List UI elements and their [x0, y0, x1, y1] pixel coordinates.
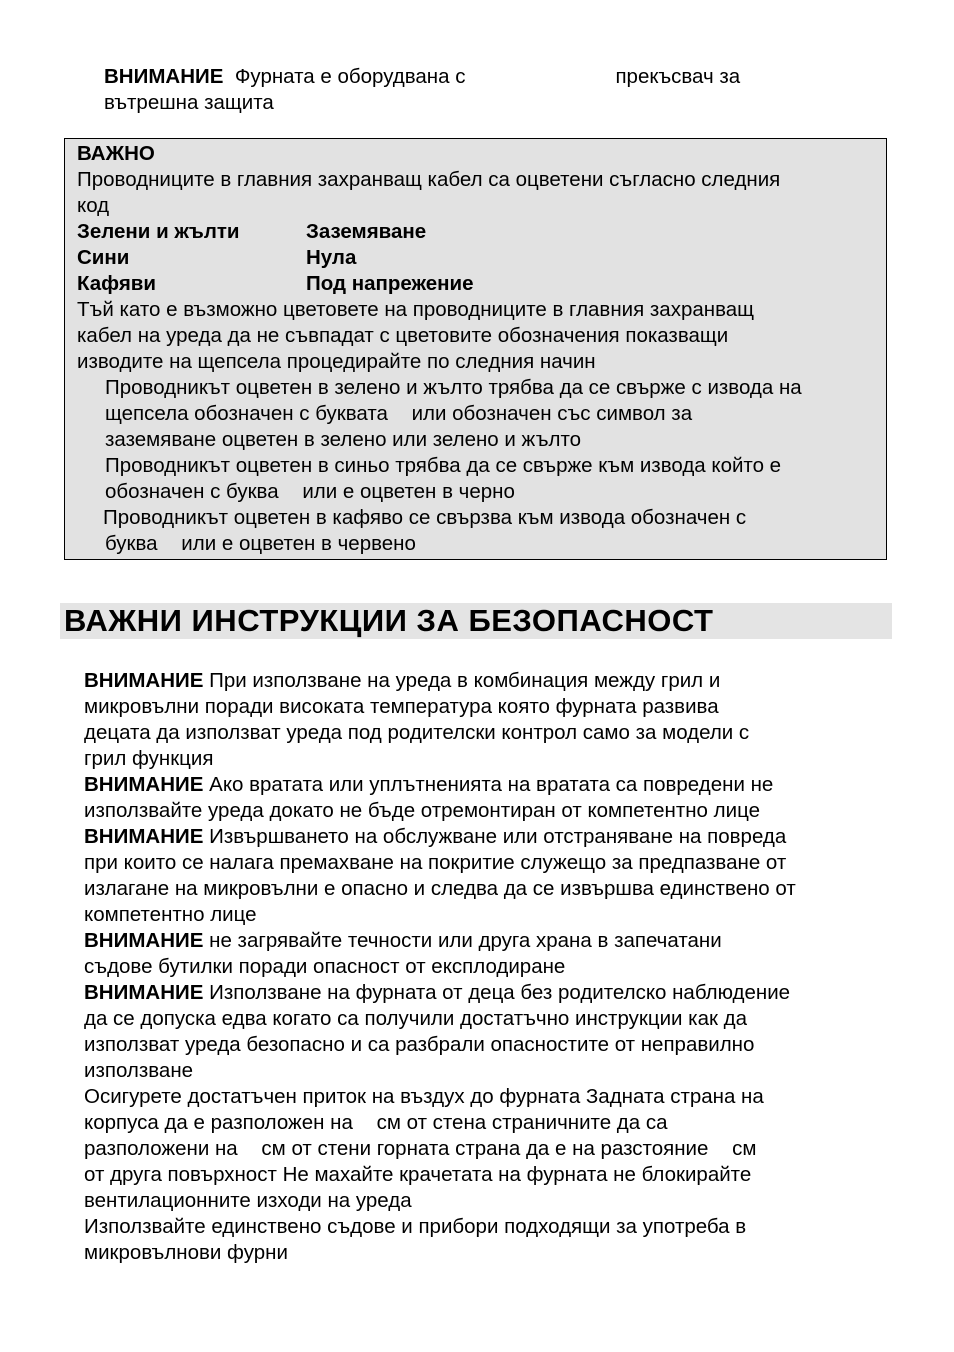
warning-label: ВНИМАНИЕ	[84, 825, 204, 848]
cookware-paragraph: Използвайте единствено съдове и прибори подходящи за употреба в микровълнови фурни	[84, 1215, 747, 1264]
important-para-line: Тъй като е възможно цветовете на проводниците в главния захранващ	[77, 298, 754, 321]
safety-warning-3: ВНИМАНИЕ Извършването на обслужване или отстраняване на повреда при които се налага премахване на покритие служещо за предпазване от излагане на микровълни е опасно и следва да се извършва единствено от компетентно лице	[84, 825, 796, 926]
wire-row-brown	[77, 271, 874, 297]
instruction-brown-line-2: буква или е оцветен в червено	[105, 532, 416, 555]
wire-row-green-yellow	[77, 219, 874, 245]
top-warning-line-2: вътрешна защита	[104, 91, 274, 114]
safety-warning-4: ВНИМАНИЕ не загрявайте течности или друга храна в запечатани съдове бутилки поради опасност от експлодиране	[84, 929, 722, 978]
instruction-brown-line-1: Проводникът оцветен в кафяво се свързва към извода обозначен с	[103, 506, 747, 529]
instruction-blue-line-1: Проводникът оцветен в синьо трябва да се свърже към извода който е	[105, 454, 782, 477]
top-warning-note	[104, 64, 864, 116]
wire-meaning: Под напрежение	[306, 272, 474, 295]
important-para-line: изводите на щепсела процедирайте по следния начин	[77, 350, 596, 373]
important-intro-2: код	[77, 194, 110, 217]
warning-label: ВНИМАНИЕ	[104, 65, 224, 88]
wire-row-blue	[77, 245, 874, 271]
top-warning-line-1	[104, 64, 864, 90]
top-warning-text-a: Фурната е оборудвана с	[234, 65, 466, 88]
instruction-green-yellow-line-1: Проводникът оцветен в зелено и жълто трябва да се свърже с извода на	[105, 376, 802, 399]
important-box	[64, 138, 887, 560]
wire-meaning: Заземяване	[306, 220, 427, 243]
warning-label: ВНИМАНИЕ	[84, 981, 204, 1004]
instruction-blue-line-2: обозначен с буква или е оцветен в черно	[105, 480, 515, 503]
safety-warning-2: ВНИМАНИЕ Ако вратата или уплътненията на вратата са повредени не използвайте уреда докато не бъде отремонтиран от компетентно лице	[84, 773, 774, 822]
safety-warning-1: ВНИМАНИЕ При използване на уреда в комбинация между грил и микровълни поради високата температура която фурната развива децата да използват уреда под родителски контрол само за модели с грил функция	[84, 669, 750, 770]
important-title: ВАЖНО	[77, 142, 155, 165]
instruction-green-yellow-line-2: щепсела обозначен с буквата или обозначен със символ за	[105, 402, 693, 425]
important-intro-1: Проводниците в главния захранващ кабел са оцветени съгласно следния	[77, 168, 781, 191]
wire-color: Кафяви	[77, 272, 156, 295]
safety-instructions	[84, 668, 894, 1266]
wire-meaning: Нула	[306, 246, 357, 269]
top-warning-text-b: прекъсвач за	[615, 65, 741, 88]
warning-label: ВНИМАНИЕ	[84, 773, 204, 796]
wire-color: Сини	[77, 246, 130, 269]
safety-warning-5: ВНИМАНИЕ Използване на фурната от деца без родителско наблюдение да се допуска едва когато са получили достатъчно инструкции как да използват уреда безопасно и са разбрали опасностите от неправилно използване	[84, 981, 791, 1082]
warning-label: ВНИМАНИЕ	[84, 929, 204, 952]
wire-color: Зелени и жълти	[77, 220, 240, 243]
instruction-green-yellow-line-3: заземяване оцветен в зелено или зелено и жълто	[105, 428, 582, 451]
warning-label: ВНИМАНИЕ	[84, 669, 204, 692]
section-heading: ВАЖНИ ИНСТРУКЦИИ ЗА БЕЗОПАСНОСТ	[60, 603, 892, 639]
important-para-line: кабел на уреда да не съвпадат с цветовите обозначения показващи	[77, 324, 729, 347]
ventilation-paragraph: Осигурете достатъчен приток на въздух до фурната Задната страна на корпуса да е разположен на см от стена страничните да са разположени на см от стени горната страна да е на разстояние см от друга повърхност Не махайте крачетата на фурната не блокирайте вентилационните изходи на уреда	[84, 1085, 764, 1212]
